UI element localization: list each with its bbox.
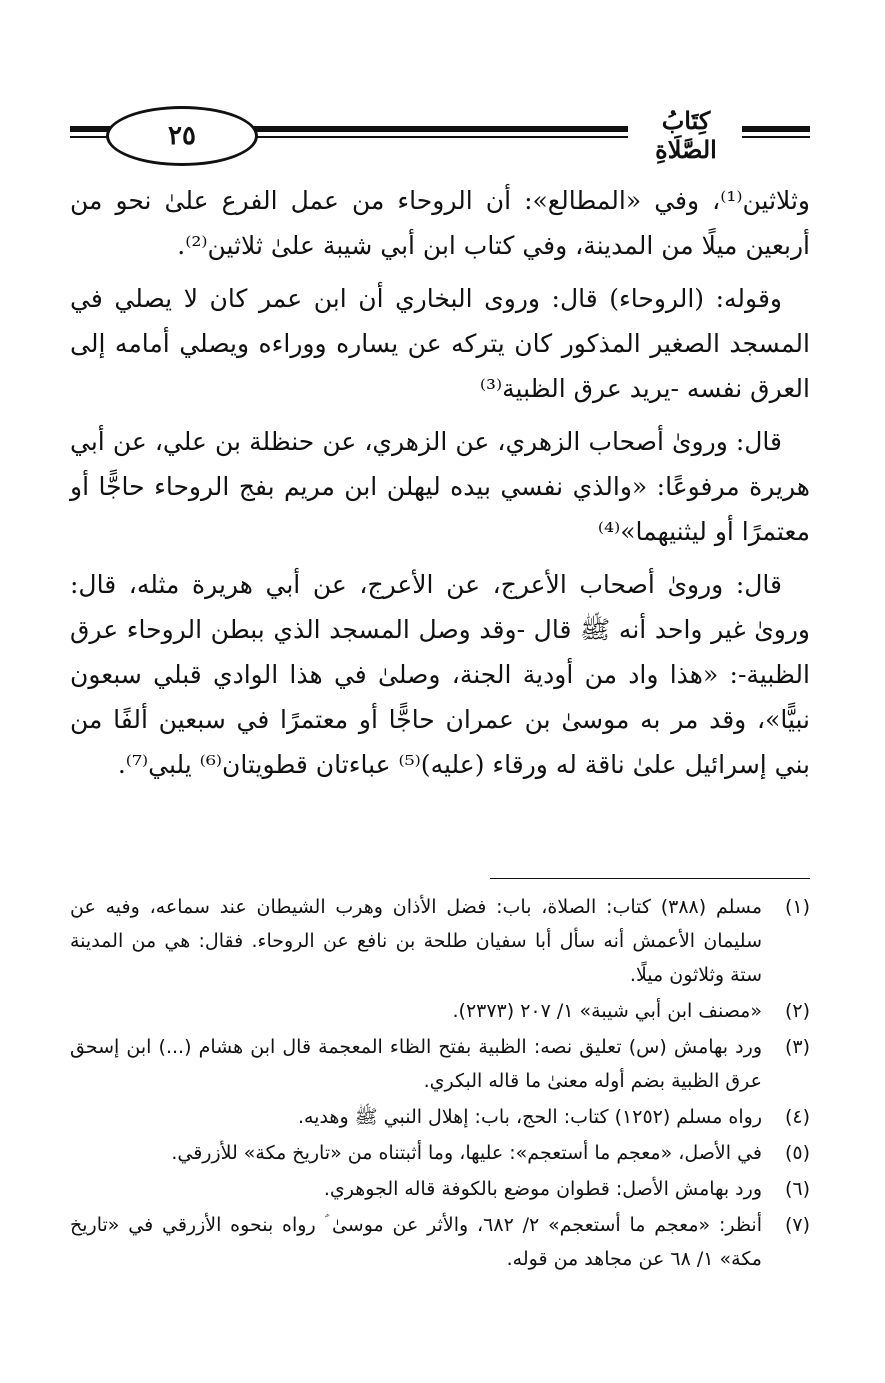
footnote: [70, 1208, 810, 1276]
footnote-number: (٦): [784, 1178, 810, 1200]
footnote-text: في الأصل، «معجم ما أستعجم»: عليها، وما أثبتناه من «تاريخ مكة» للأزرقي.: [171, 1142, 762, 1164]
footnote: [70, 890, 810, 992]
page-header: [70, 104, 810, 170]
paragraph: وقوله: (الروحاء) قال: وروى البخاري أن ابن عمر كان لا يصلي في المسجد الصغير المذكور كان يتركه عن يساره ووراءه ويصلي أمامه إلى العرق نفسه -يريد عرق الظبية⁽³⁾: [70, 284, 810, 403]
footnote: [70, 1136, 810, 1170]
footnote-number: (٢): [784, 1000, 810, 1022]
page-number: ٢٥: [106, 106, 258, 166]
footnote: [70, 1172, 810, 1206]
paragraph: قال: وروىٰ أصحاب الزهري، عن الزهري، عن حنظلة بن علي، عن أبي هريرة مرفوعًا: «والذي نفسي بيده ليهلن ابن مريم بفج الروحاء حاجًّا أو معتمرًا أو ليثنيهما»⁽⁴⁾: [70, 427, 810, 546]
footnote-text: مسلم (٣٨٨) كتاب: الصلاة، باب: فضل الأذان وهرب الشيطان عند سماعه، وفيه عن سليمان الأعمش أنه سأل أبا سفيان طلحة بن نافع عن الروحاء. فقال: هي من المدينة ستة وثلاثون ميلًا.: [70, 896, 763, 986]
footnote: [70, 1100, 810, 1134]
header-rule: [742, 136, 810, 138]
footnote: [70, 1030, 810, 1098]
running-title: كِتَابُ الصَّلَاةِ: [630, 106, 742, 164]
footnote: [70, 994, 810, 1028]
footnote-text: أنظر: «معجم ما أستعجم» ٢/ ٦٨٢، والأثر عن موسىٰ ؑ رواه بنحوه الأزرقي في «تاريخ مكة» ١/ ٦٨ عن مجاهد من قوله.: [70, 1214, 762, 1270]
main-text: [70, 178, 810, 795]
header-rule: [742, 126, 810, 132]
footnote-text: رواه مسلم (١٢٥٢) كتاب: الحج، باب: إهلال النبي ﷺ وهديه.: [297, 1106, 762, 1128]
paragraph: وثلاثين⁽¹⁾، وفي «المطالع»: أن الروحاء من عمل الفرع علىٰ نحو من أربعين ميلًا من المدينة، وفي كتاب ابن أبي شيبة علىٰ ثلاثين⁽²⁾.: [70, 186, 810, 260]
footnote-number: (١): [784, 896, 810, 918]
footnote-text: «مصنف ابن أبي شيبة» ١/ ٢٠٧ (٢٣٧٣).: [452, 1000, 762, 1022]
footnote-text: ورد بهامش (س) تعليق نصه: الظبية بفتح الظاء المعجمة قال ابن هشام (...) ابن إسحق عرق الظبية بضم أوله معنىٰ ما قاله البكري.: [70, 1036, 762, 1092]
footnotes: [70, 890, 810, 1278]
paragraph: قال: وروىٰ أصحاب الأعرج، عن الأعرج، عن أبي هريرة مثله، قال: وروىٰ غير واحد أنه ﷺ قال -وقد وصل المسجد الذي ببطن الروحاء عرق الظبية-: «هذا واد من أودية الجنة، وصلىٰ في هذا الوادي قبلي سبعون نبيًّا»، وقد مر به موسىٰ بن عمران حاجًّا أو معتمرًا في سبعين ألفًا من بني إسرائيل علىٰ ناقة له ورقاء (عليه)⁽⁵⁾ عباءتان قطويتان⁽⁶⁾ يلبي⁽⁷⁾.: [70, 570, 810, 779]
footnote-separator: [490, 878, 810, 879]
footnote-number: (٣): [784, 1036, 810, 1058]
footnote-text: ورد بهامش الأصل: قطوان موضع بالكوفة قاله الجوهري.: [323, 1178, 762, 1200]
footnote-number: (٥): [784, 1142, 810, 1164]
footnote-number: (٧): [784, 1214, 810, 1236]
footnote-number: (٤): [784, 1106, 810, 1128]
